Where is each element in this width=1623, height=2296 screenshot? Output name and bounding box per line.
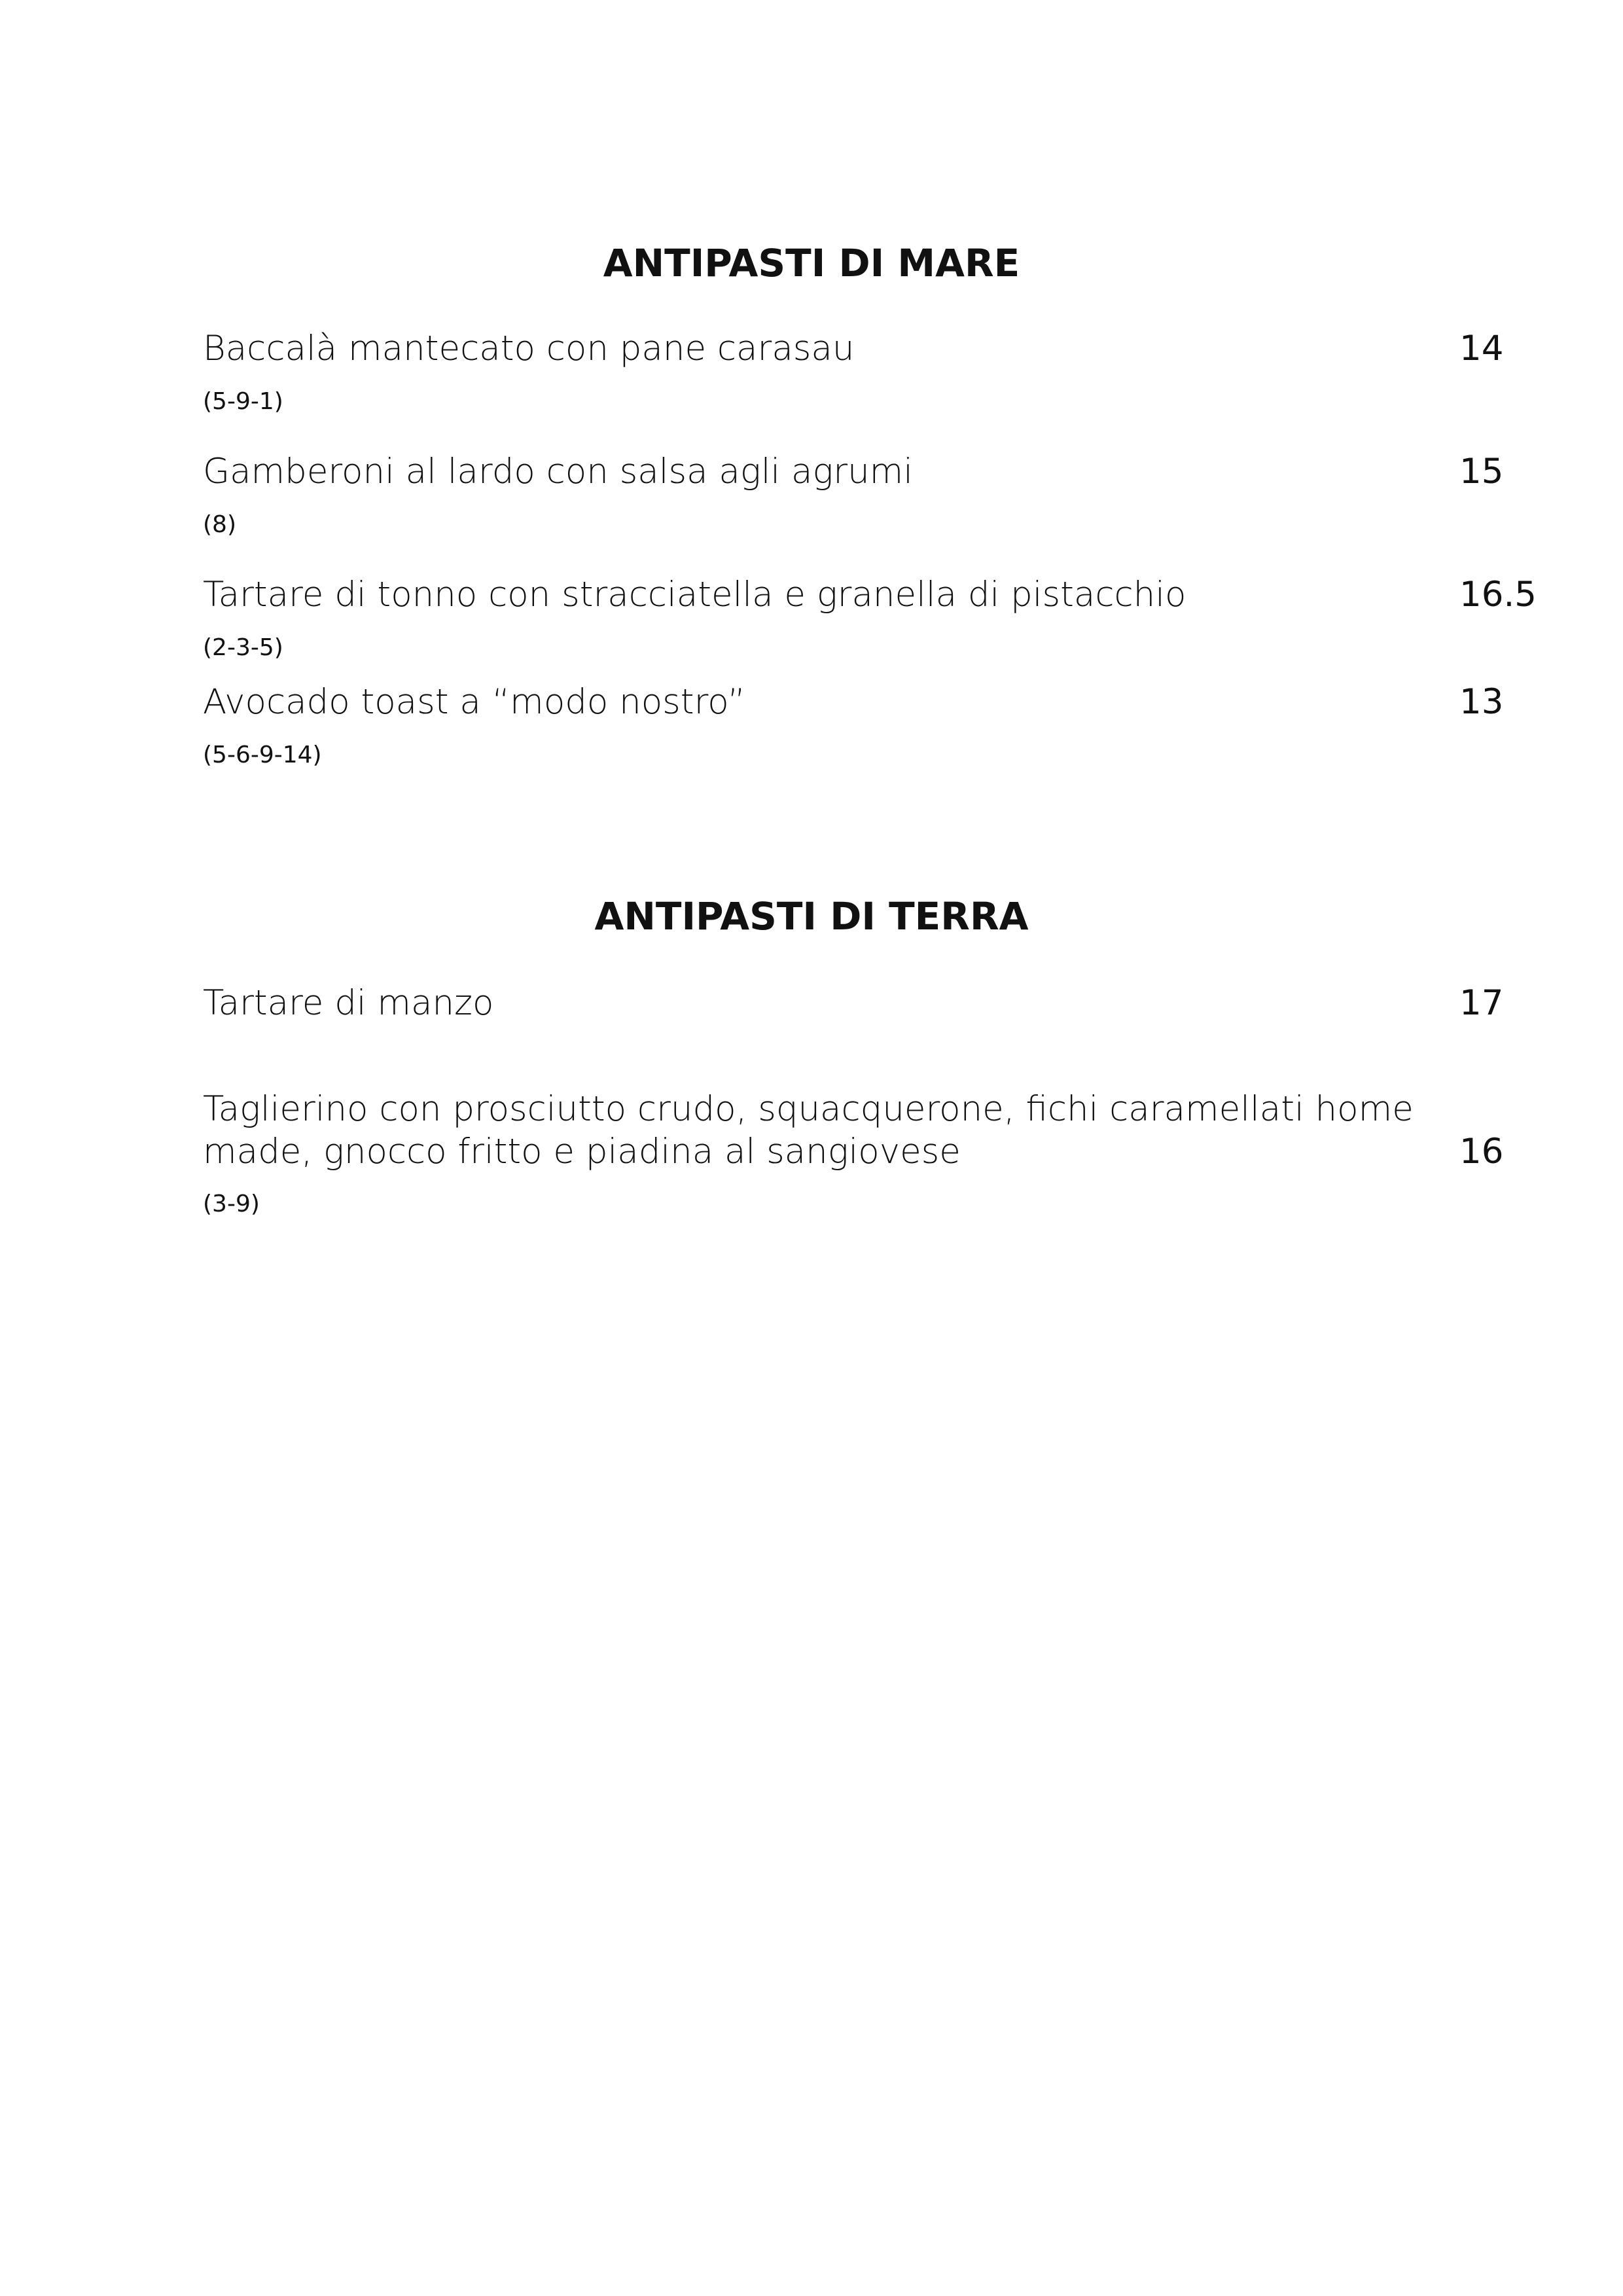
- menu-item-name: Baccalà mantecato con pane carasau: [203, 329, 855, 368]
- menu-item-price: 17: [1459, 983, 1504, 1023]
- menu-item-name: Tartare di tonno con stracciatella e granella di pistacchio: [203, 575, 1186, 615]
- menu-item-allergens: (3-9): [203, 1191, 260, 1217]
- menu-item-allergens: (5-9-1): [203, 388, 283, 415]
- menu-item-price: 15: [1459, 452, 1504, 492]
- menu-item-allergens: (2-3-5): [203, 634, 283, 661]
- menu-item-name-line2: made, gnocco fritto e piadina al sangiovese: [203, 1132, 961, 1172]
- menu-item-price: 16: [1459, 1132, 1504, 1172]
- menu-item-price: 14: [1459, 329, 1504, 368]
- menu-item-allergens: (8): [203, 511, 236, 538]
- section-title-antipasti-di-mare: ANTIPASTI DI MARE: [603, 241, 1020, 285]
- menu-item-price: 16.5: [1459, 575, 1537, 615]
- menu-item-name: Gamberoni al lardo con salsa agli agrumi: [203, 452, 914, 492]
- menu-item-price: 13: [1459, 682, 1504, 722]
- menu-item-name: Avocado toast a “modo nostro”: [203, 682, 746, 722]
- menu-item-name-line1: Taglierino con prosciutto crudo, squacquerone, fichi caramellati home: [203, 1089, 1414, 1129]
- menu-item-allergens: (5-6-9-14): [203, 742, 322, 768]
- section-title-antipasti-di-terra: ANTIPASTI DI TERRA: [594, 894, 1029, 939]
- menu-item-name: Tartare di manzo: [203, 983, 494, 1023]
